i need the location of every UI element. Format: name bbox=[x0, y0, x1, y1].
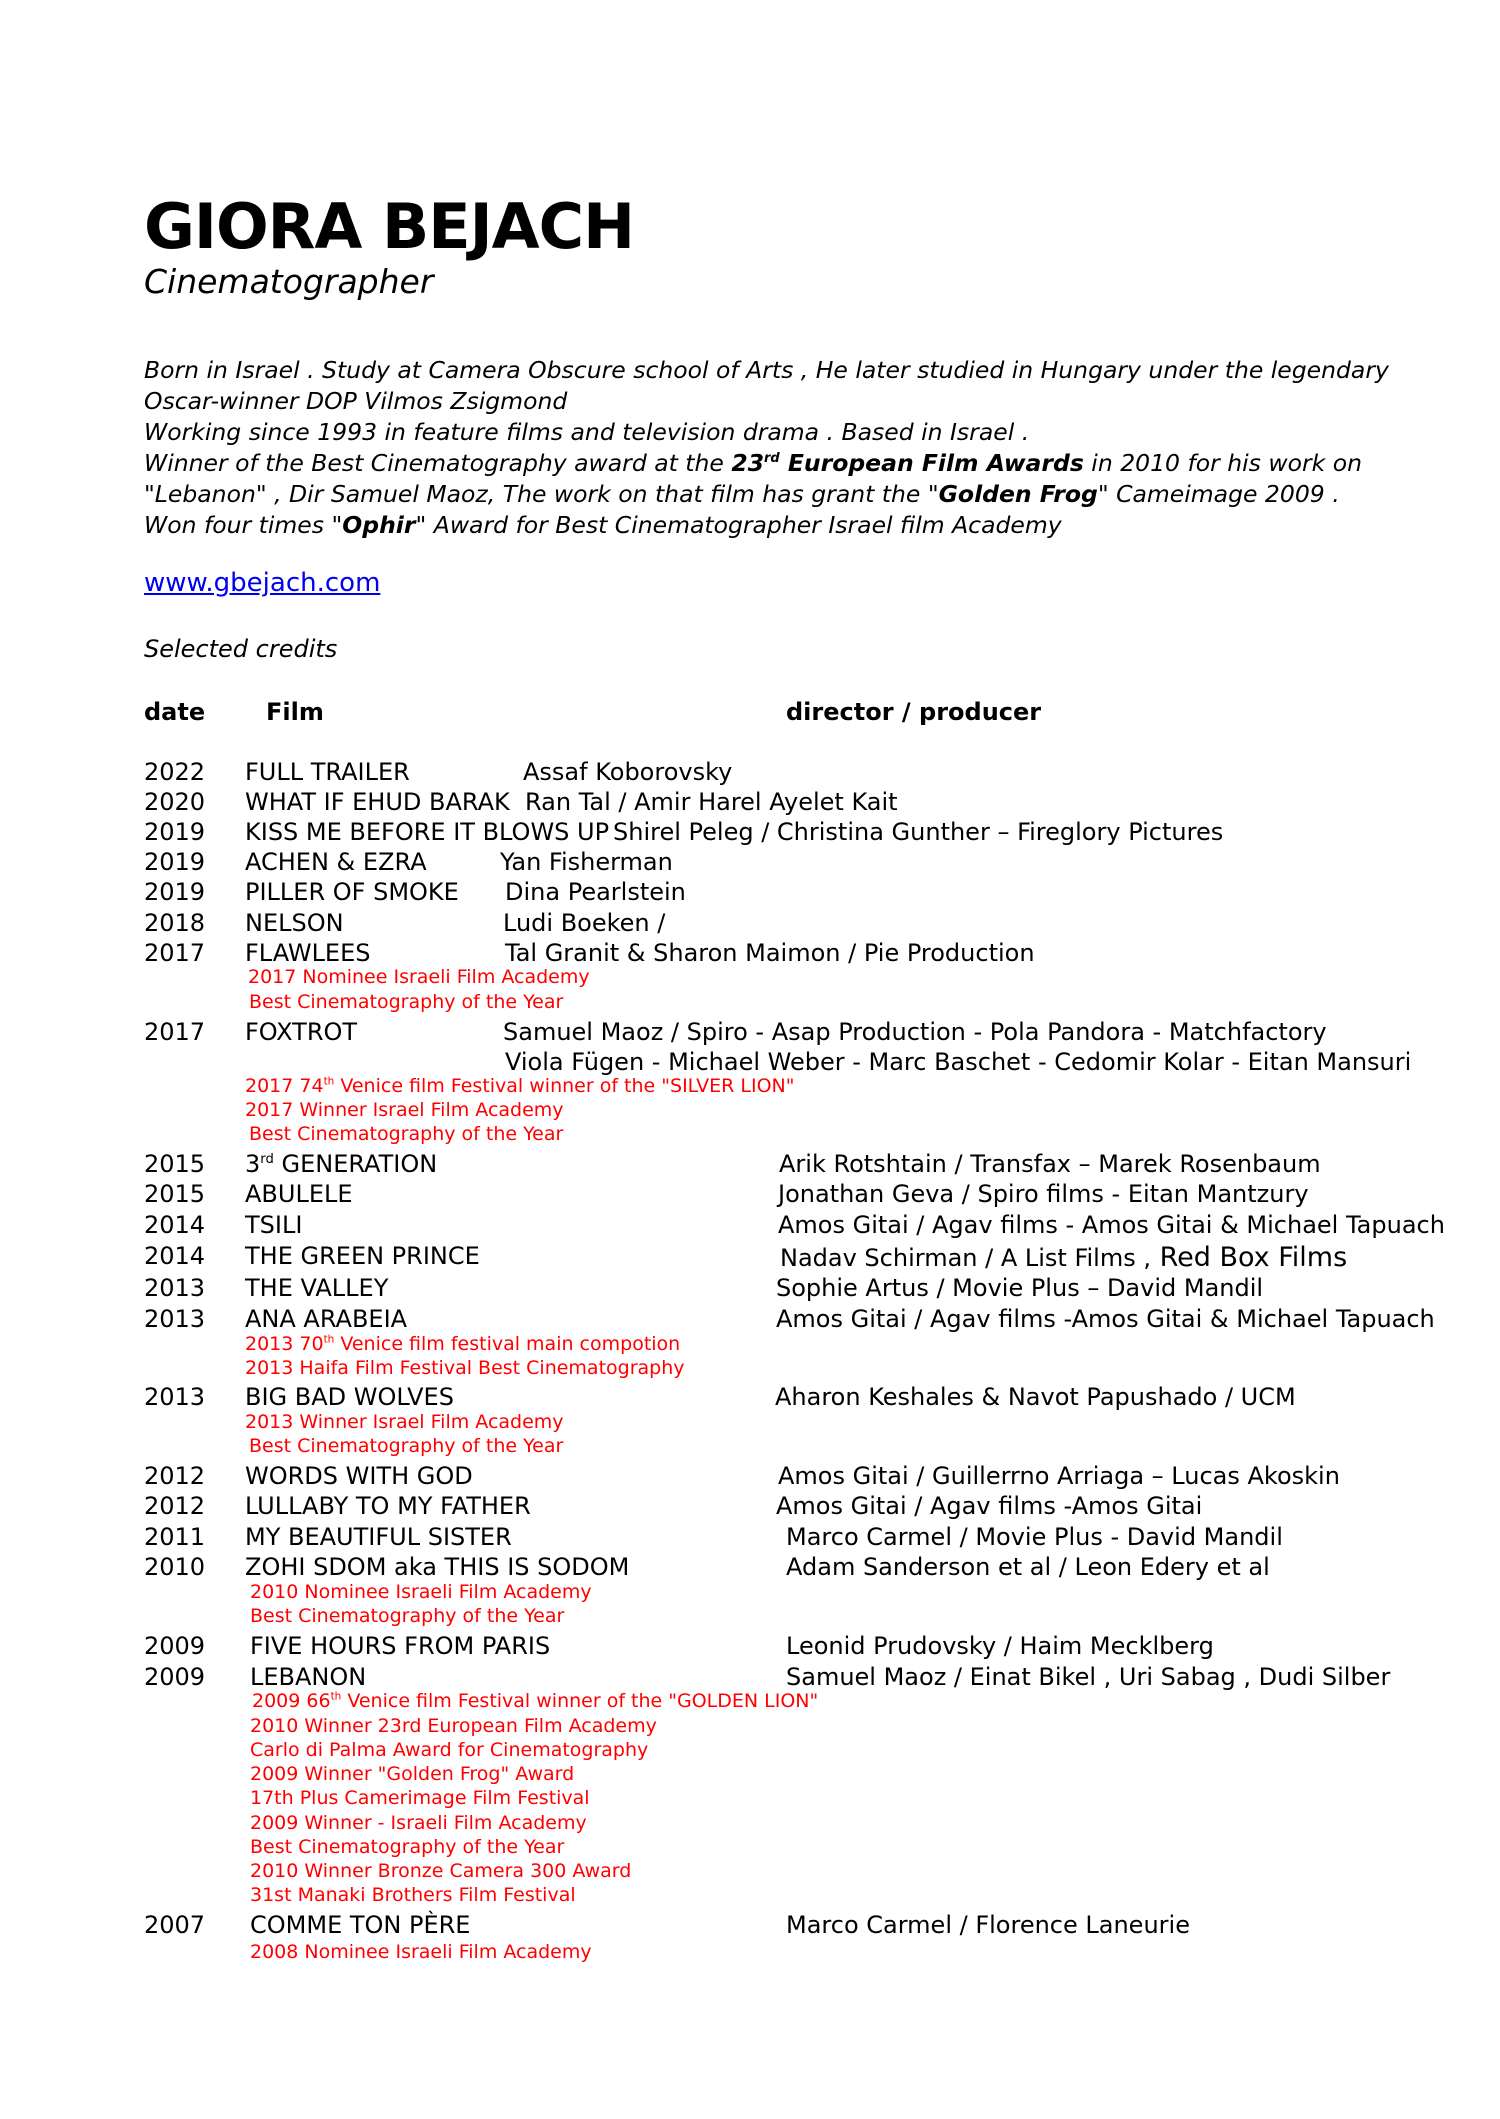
credit-director bbox=[780, 1242, 1347, 1273]
credit-director: Dina Pearlstein bbox=[505, 878, 686, 906]
award-note: 2013 Winner Israel Film Academy bbox=[245, 1411, 564, 1433]
credit-film: MY BEAUTIFUL SISTER bbox=[245, 1523, 512, 1551]
credit-director: Marco Carmel / Florence Laneurie bbox=[786, 1911, 1190, 1939]
bio-text: " Award for Best Cinematographer Israel film Academy bbox=[415, 511, 1062, 539]
bio-sup: rd bbox=[764, 451, 780, 467]
credit-film: KISS ME BEFORE IT BLOWS UP bbox=[245, 818, 610, 846]
film-text: GENERATION bbox=[273, 1150, 438, 1178]
credit-film: WORDS WITH GOD bbox=[245, 1462, 473, 1490]
credit-year: 2012 bbox=[144, 1492, 206, 1520]
bio-line: Born in Israel . Study at Camera Obscure school of Arts , He later studied in Hungary under the legendary bbox=[144, 356, 1389, 384]
bio-section bbox=[144, 355, 1389, 541]
credit-year: 2007 bbox=[144, 1911, 206, 1939]
credit-year: 2009 bbox=[144, 1663, 206, 1691]
award-sup: th bbox=[323, 1333, 335, 1346]
bio-text: in 2010 for his work on bbox=[1083, 449, 1362, 477]
credit-year: 2019 bbox=[144, 818, 206, 846]
award-note: 2010 Nominee Israeli Film Academy bbox=[250, 1581, 592, 1603]
credit-film: COMME TON PÈRE bbox=[250, 1911, 471, 1939]
credit-film: ANA ARABEIA bbox=[245, 1305, 408, 1333]
website-link[interactable]: www.gbejach.com bbox=[144, 568, 381, 598]
bio-text: Won four times " bbox=[144, 511, 343, 539]
award-note: 2009 Winner "Golden Frog" Award bbox=[250, 1763, 575, 1785]
credit-film: FOXTROT bbox=[245, 1018, 358, 1046]
director-text: Nadav Schirman / A List Films , bbox=[780, 1244, 1151, 1272]
award-note: 2010 Winner 23rd European Film Academy bbox=[250, 1715, 657, 1737]
credit-year: 2013 bbox=[144, 1305, 206, 1333]
credit-year: 2013 bbox=[144, 1274, 206, 1302]
bio-line bbox=[144, 510, 1389, 541]
credit-director: Viola Fügen - Michael Weber - Marc Baschet - Cedomir Kolar - Eitan Mansuri bbox=[505, 1048, 1412, 1076]
selected-credits-label: Selected credits bbox=[144, 635, 338, 663]
credit-film: FLAWLEES bbox=[245, 939, 371, 967]
award-note: 2010 Winner Bronze Camera 300 Award bbox=[250, 1860, 632, 1882]
award-sup: th bbox=[323, 1075, 335, 1088]
credit-director: Ran Tal / Amir Harel Ayelet Kait bbox=[525, 788, 898, 816]
bio-line bbox=[144, 479, 1389, 510]
credit-director: Samuel Maoz / Einat Bikel , Uri Sabag , Dudi Silber bbox=[786, 1663, 1391, 1691]
award-note: 2008 Nominee Israeli Film Academy bbox=[250, 1941, 592, 1963]
credit-year: 2014 bbox=[144, 1211, 206, 1239]
credit-director: Tal Granit & Sharon Maimon / Pie Production bbox=[505, 939, 1035, 967]
credit-film: PILLER OF SMOKE bbox=[245, 878, 459, 906]
award-note: Best Cinematography of the Year bbox=[250, 1836, 565, 1858]
bio-bold: 23 bbox=[731, 449, 765, 477]
award-note: 2013 Haifa Film Festival Best Cinematography bbox=[245, 1357, 685, 1379]
credit-director: Leonid Prudovsky / Haim Mecklberg bbox=[786, 1632, 1214, 1660]
credit-director: Jonathan Geva / Spiro films - Eitan Mantzury bbox=[778, 1180, 1309, 1208]
credit-director: Assaf Koborovsky bbox=[523, 758, 733, 786]
credit-film: ZOHI SDOM aka THIS IS SODOM bbox=[245, 1553, 630, 1581]
credit-director: Aharon Keshales & Navot Papushado / UCM bbox=[775, 1383, 1296, 1411]
award-note bbox=[245, 1075, 795, 1097]
column-header-film: Film bbox=[266, 698, 324, 726]
credit-director: Shirel Peleg / Christina Gunther – Fireglory Pictures bbox=[613, 818, 1224, 846]
award-note: Carlo di Palma Award for Cinematography bbox=[250, 1739, 649, 1761]
credit-director: Amos Gitai / Guillerrno Arriaga – Lucas Akoskin bbox=[778, 1462, 1340, 1490]
credit-director: Marco Carmel / Movie Plus - David Mandil bbox=[786, 1523, 1283, 1551]
credit-year: 2019 bbox=[144, 878, 206, 906]
award-text: 2013 70 bbox=[245, 1333, 324, 1355]
bio-bold: European Film Awards bbox=[779, 449, 1084, 477]
bio-bold: Golden Frog bbox=[938, 480, 1098, 508]
credit-film: WHAT IF EHUD BARAK bbox=[245, 788, 510, 816]
credit-year: 2011 bbox=[144, 1523, 206, 1551]
award-text: Venice film Festival winner of the "SILVER LION" bbox=[334, 1075, 795, 1097]
credit-year: 2012 bbox=[144, 1462, 206, 1490]
bio-text: Winner of the Best Cinematography award at the bbox=[144, 449, 732, 477]
credit-film bbox=[245, 1150, 437, 1178]
award-note: 31st Manaki Brothers Film Festival bbox=[250, 1884, 576, 1906]
credit-year: 2022 bbox=[144, 758, 206, 786]
credit-year: 2020 bbox=[144, 788, 206, 816]
name-heading: GIORA BEJACH bbox=[144, 190, 635, 263]
award-note: Best Cinematography of the Year bbox=[249, 991, 564, 1013]
credit-director: Amos Gitai / Agav films - Amos Gitai & Michael Tapuach bbox=[778, 1211, 1445, 1239]
bio-line: Oscar-winner DOP Vilmos Zsigmond bbox=[144, 387, 568, 415]
bio-line bbox=[144, 448, 1389, 479]
credit-film: NELSON bbox=[245, 909, 344, 937]
award-text: 2009 66 bbox=[252, 1690, 331, 1712]
award-note bbox=[245, 1333, 680, 1355]
award-sup: th bbox=[330, 1690, 342, 1703]
award-note: 2017 Nominee Israeli Film Academy bbox=[248, 966, 590, 988]
award-note: Best Cinematography of the Year bbox=[249, 1123, 564, 1145]
credit-film: THE VALLEY bbox=[245, 1274, 389, 1302]
film-text: 3 bbox=[245, 1150, 261, 1178]
credit-film: TSILI bbox=[245, 1211, 303, 1239]
bio-text: " Cameimage 2009 . bbox=[1097, 480, 1340, 508]
role-subtitle: Cinematographer bbox=[144, 262, 434, 301]
credit-film: FULL TRAILER bbox=[245, 758, 410, 786]
award-text: Venice film Festival winner of the "GOLDEN LION" bbox=[341, 1690, 819, 1712]
credit-year: 2014 bbox=[144, 1242, 206, 1270]
credit-director: Sophie Artus / Movie Plus – David Mandil bbox=[776, 1274, 1264, 1302]
award-note: Best Cinematography of the Year bbox=[250, 1605, 565, 1627]
column-header-date: date bbox=[144, 698, 206, 726]
credit-year: 2018 bbox=[144, 909, 206, 937]
award-text: Venice film festival main compotion bbox=[334, 1333, 681, 1355]
credit-director: Adam Sanderson et al / Leon Edery et al bbox=[786, 1553, 1270, 1581]
award-note: 2017 Winner Israel Film Academy bbox=[245, 1099, 564, 1121]
credit-year: 2017 bbox=[144, 939, 206, 967]
credit-film: LEBANON bbox=[250, 1663, 367, 1691]
credit-year: 2015 bbox=[144, 1180, 206, 1208]
credit-director: Arik Rotshtain / Transfax – Marek Rosenbaum bbox=[779, 1150, 1321, 1178]
credit-director: Samuel Maoz / Spiro - Asap Production - Pola Pandora - Matchfactory bbox=[503, 1018, 1327, 1046]
credit-director: Amos Gitai / Agav films -Amos Gitai & Michael Tapuach bbox=[776, 1305, 1435, 1333]
credit-film: THE GREEN PRINCE bbox=[245, 1242, 480, 1270]
credit-year: 2013 bbox=[144, 1383, 206, 1411]
credit-director: Yan Fisherman bbox=[500, 848, 673, 876]
credit-film: LULLABY TO MY FATHER bbox=[245, 1492, 531, 1520]
credit-year: 2015 bbox=[144, 1150, 206, 1178]
award-note bbox=[252, 1690, 818, 1712]
credit-year: 2009 bbox=[144, 1632, 206, 1660]
bio-bold: Ophir bbox=[342, 511, 416, 539]
credit-year: 2017 bbox=[144, 1018, 206, 1046]
bio-text: "Lebanon" , Dir Samuel Maoz, The work on that film has grant the " bbox=[144, 480, 939, 508]
credit-director: Ludi Boeken / bbox=[503, 909, 666, 937]
film-sup: rd bbox=[260, 1152, 274, 1167]
bio-line: Working since 1993 in feature films and television drama . Based in Israel . bbox=[144, 418, 1030, 446]
credit-year: 2010 bbox=[144, 1553, 206, 1581]
credit-year: 2019 bbox=[144, 848, 206, 876]
award-text: 2017 74 bbox=[245, 1075, 324, 1097]
credit-film: ABULELE bbox=[245, 1180, 353, 1208]
column-header-director: director / producer bbox=[786, 698, 1042, 726]
credit-director: Amos Gitai / Agav films -Amos Gitai bbox=[776, 1492, 1203, 1520]
award-note: 2009 Winner - Israeli Film Academy bbox=[250, 1812, 587, 1834]
credit-film: BIG BAD WOLVES bbox=[245, 1383, 454, 1411]
award-note: Best Cinematography of the Year bbox=[249, 1435, 564, 1457]
credit-film: FIVE HOURS FROM PARIS bbox=[250, 1632, 551, 1660]
director-text-large: Red Box Films bbox=[1151, 1242, 1348, 1273]
credit-film: ACHEN & EZRA bbox=[245, 848, 427, 876]
award-note: 17th Plus Camerimage Film Festival bbox=[250, 1787, 590, 1809]
